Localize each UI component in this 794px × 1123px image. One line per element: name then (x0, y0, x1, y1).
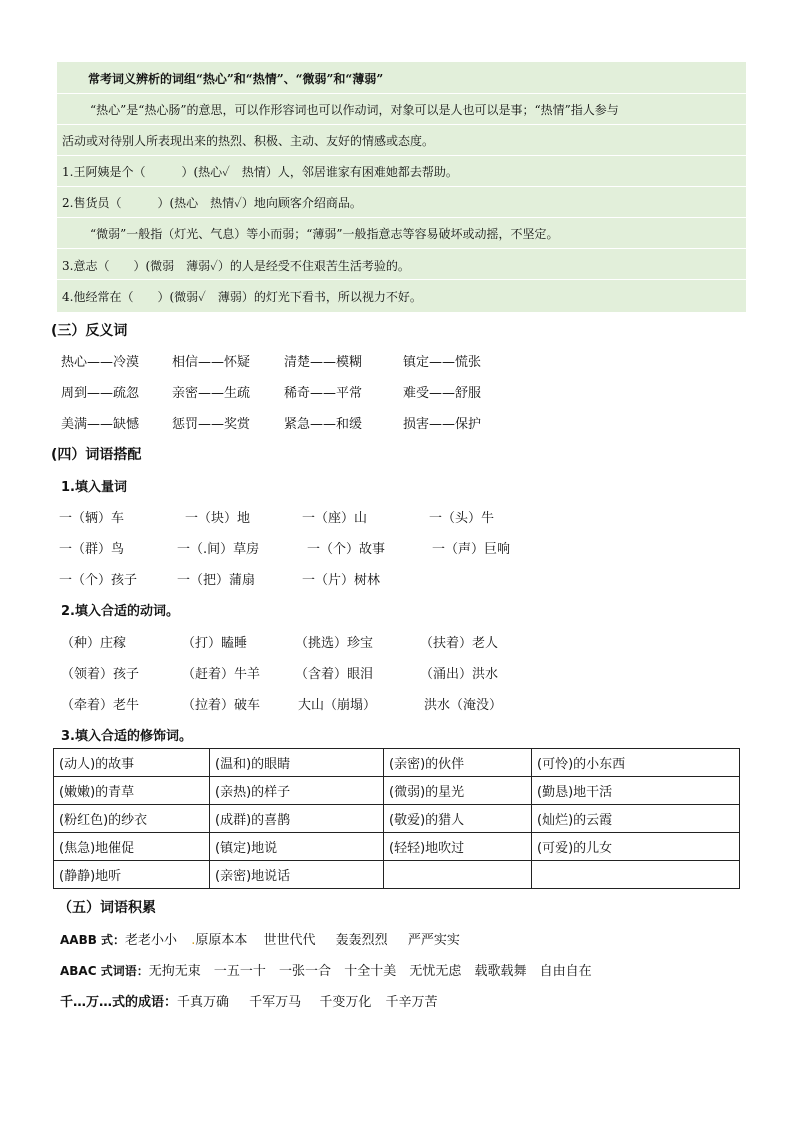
analysis-title: 常考词义辨析的词组“热心”和“热情”、“微弱”和“薄弱” (88, 72, 384, 86)
analysis-question-3: 3.意志（ ）(微弱 薄弱✓）的人是经受不住艰苦生活考验的。 (62, 259, 410, 273)
table-cell: (镇定)地说 (210, 833, 384, 861)
table-cell: (敬爱)的猎人 (384, 805, 532, 833)
measure-item: 一（声）巨响 (432, 542, 511, 557)
collocation-heading: (四）词语搭配 (51, 447, 142, 463)
antonym-pair: 周到——疏忽 (61, 386, 140, 401)
measure-words-heading: 1.填入量词 (61, 480, 127, 495)
table-cell (384, 861, 532, 889)
word-item: 严严实实 (407, 933, 460, 948)
table-cell: (可爱)的儿女 (532, 833, 740, 861)
antonym-pair: 惩罚——奖赏 (172, 417, 251, 432)
analysis-para1-line1: “热心”是“热心肠”的意思，可以作形容词也可以作动词，对象可以是人也可以是事；“热情”指人参与 (90, 103, 619, 117)
antonym-pair: 热心——冷漠 (61, 355, 140, 370)
table-row (54, 833, 740, 861)
antonym-pair: 美满——缺憾 (61, 417, 140, 432)
dot-mark: . (191, 933, 196, 948)
verb-item: 洪水（淹没） (424, 698, 503, 713)
abac-label: ABAC 式词语： (60, 964, 149, 978)
analysis-question-1: 1.王阿姨是个（ ）(热心✓ 热情）人，邻居谁家有困难她都去帮助。 (62, 165, 458, 179)
analysis-question-4: 4.他经常在（ ）(微弱✓ 薄弱）的灯光下看书，所以视力不好。 (62, 290, 422, 304)
antonym-pair: 镇定——慌张 (403, 355, 482, 370)
antonym-pair: 清楚——模糊 (284, 355, 363, 370)
measure-item: 一（片）树林 (302, 573, 381, 588)
verb-item: （扶着）老人 (420, 636, 499, 651)
verb-item: （涌出）洪水 (420, 667, 499, 682)
word-item: 世世代代 (263, 933, 316, 948)
table-row (54, 861, 740, 889)
word-item: 一五一十 (213, 964, 266, 979)
verbs-heading: 2.填入合适的动词。 (61, 604, 179, 619)
word-analysis-box (57, 62, 746, 312)
table-cell: (成群)的喜鹊 (210, 805, 384, 833)
table-cell: (微弱)的星光 (384, 777, 532, 805)
word-item: 十全十美 (344, 964, 397, 979)
aabb-label: AABB 式： (60, 933, 126, 947)
analysis-question-2: 2.售货员（ ）(热心 热情✓）地向顾客介绍商品。 (62, 196, 362, 210)
table-cell: (可怜)的小东西 (532, 749, 740, 777)
verb-item: （牵着）老牛 (61, 698, 140, 713)
table-cell: (动人)的故事 (54, 749, 210, 777)
verb-item: （含着）眼泪 (295, 667, 374, 682)
aabb-line (60, 929, 460, 948)
measure-item: 一（座）山 (302, 511, 368, 526)
measure-item: 一（.间）草房 (177, 542, 260, 557)
modifiers-heading: 3.填入合适的修饰词。 (61, 729, 192, 744)
word-item: 千辛万苦 (385, 995, 438, 1010)
antonym-pair: 亲密——生疏 (172, 386, 251, 401)
antonym-pair: 相信——怀疑 (172, 355, 251, 370)
modifiers-table (53, 748, 740, 889)
measure-item: 一（辆）车 (59, 511, 125, 526)
measure-item: 一（群）鸟 (59, 542, 125, 557)
accumulation-heading: （五）词语积累 (58, 900, 156, 916)
table-cell: (勤恳)地干活 (532, 777, 740, 805)
analysis-para1-line2: 活动或对待别人所表现出来的热烈、积极、主动、友好的情感或态度。 (62, 134, 435, 148)
table-cell: (亲热)的样子 (210, 777, 384, 805)
table-cell: (亲密)的伙伴 (384, 749, 532, 777)
table-cell: (温和)的眼睛 (210, 749, 384, 777)
table-cell: (静静)地听 (54, 861, 210, 889)
verb-item: （打）瞌睡 (182, 636, 248, 651)
table-cell: (粉红色)的纱衣 (54, 805, 210, 833)
verb-item: （拉着）破车 (182, 698, 261, 713)
table-cell: (焦急)地催促 (54, 833, 210, 861)
measure-item: 一（把）蒲扇 (177, 573, 256, 588)
table-cell: (轻轻)地吹过 (384, 833, 532, 861)
analysis-para2: “微弱”一般指（灯光、气息）等小而弱；“薄弱”一般指意志等容易破坏或动摇，不坚定。 (90, 227, 559, 241)
table-cell (532, 861, 740, 889)
abac-line (60, 960, 592, 979)
table-row (54, 777, 740, 805)
word-item: 无拘无束 (148, 964, 201, 979)
word-item: 自由自在 (539, 964, 592, 979)
word-item: 原原本本 (195, 933, 248, 948)
table-row (54, 749, 740, 777)
word-item: 无忧无虑 (409, 964, 462, 979)
verb-item: （领着）孩子 (61, 667, 140, 682)
table-cell: (灿烂)的云霞 (532, 805, 740, 833)
verb-item: （赶着）牛羊 (182, 667, 261, 682)
measure-item: 一（个）孩子 (59, 573, 138, 588)
table-cell: (嫩嫩)的青草 (54, 777, 210, 805)
antonym-pair: 稀奇——平常 (284, 386, 363, 401)
word-item: 千真万确 (177, 995, 230, 1010)
verb-item: 大山（崩塌） (298, 698, 377, 713)
word-item: 轰轰烈烈 (335, 933, 388, 948)
measure-item: 一（头）牛 (429, 511, 495, 526)
qianwan-label: 千…万…式的成语： (60, 995, 178, 1010)
word-item: 载歌载舞 (474, 964, 527, 979)
measure-item: 一（个）故事 (307, 542, 386, 557)
word-item: 千军万马 (249, 995, 302, 1010)
word-item: 一张一合 (279, 964, 332, 979)
word-item: 千变万化 (319, 995, 372, 1010)
antonym-pair: 紧急——和缓 (284, 417, 363, 432)
word-item: 老老小小 (125, 933, 178, 948)
antonym-pair: 损害——保护 (403, 417, 482, 432)
antonym-pair: 难受——舒服 (403, 386, 482, 401)
verb-item: （挑选）珍宝 (295, 636, 374, 651)
antonyms-heading: (三）反义词 (51, 323, 128, 339)
measure-item: 一（块）地 (185, 511, 251, 526)
table-cell: (亲密)地说话 (210, 861, 384, 889)
verb-item: （种）庄稼 (61, 636, 127, 651)
qianwan-line (60, 991, 438, 1010)
table-row (54, 805, 740, 833)
